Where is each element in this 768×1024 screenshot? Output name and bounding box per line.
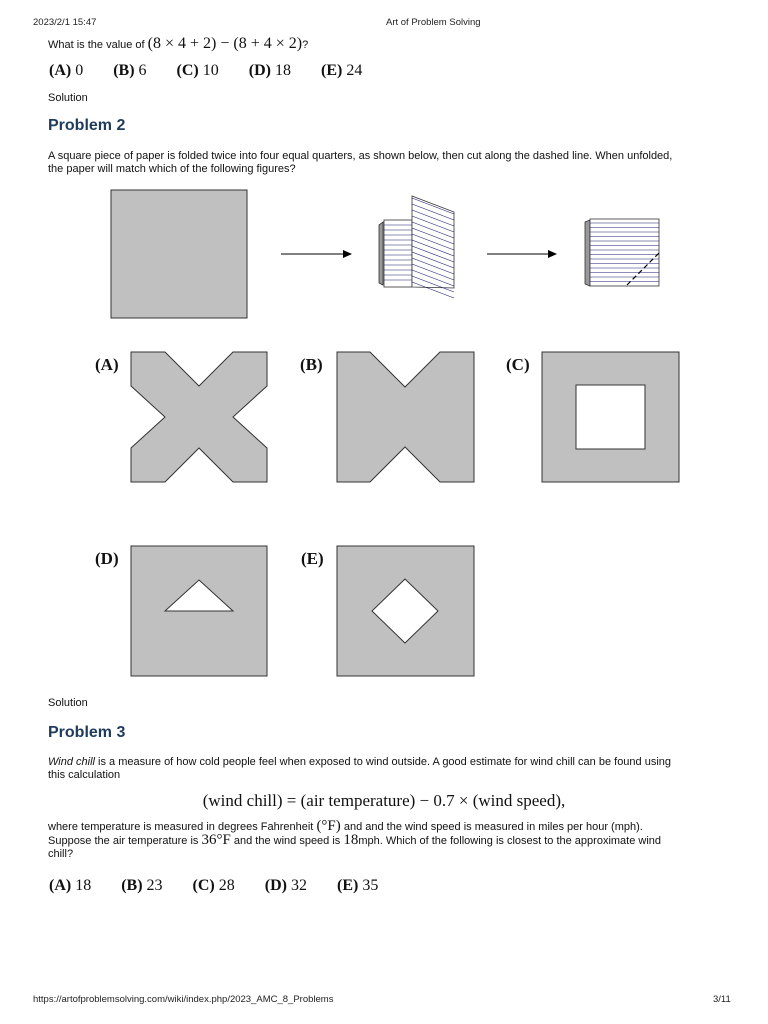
choice-d: (D) 32 xyxy=(264,877,307,894)
print-site-title: Art of Problem Solving xyxy=(386,17,481,28)
problem1-solution-link[interactable]: Solution xyxy=(48,92,88,104)
choice-c: (C) 10 xyxy=(176,62,219,79)
temp-value: 36°F xyxy=(201,832,231,848)
choice-c: (C) 28 xyxy=(192,877,235,894)
arrow-right-icon xyxy=(487,250,557,258)
arrow-right-icon xyxy=(281,250,352,258)
paper-square xyxy=(111,190,247,318)
figure-a-x-shape xyxy=(131,352,267,482)
figure-b-bowtie-shape xyxy=(337,352,474,482)
problem1-expression: (8 × 4 + 2) − (8 + 4 × 2) xyxy=(147,35,303,52)
problem2-heading: Problem 2 xyxy=(48,117,126,134)
choice-b: (B) 6 xyxy=(113,62,147,79)
choice-e: (E) 24 xyxy=(320,62,363,79)
figure-label-c: (C) xyxy=(506,355,530,374)
figure-label-b: (B) xyxy=(300,355,323,374)
choice-d: (D) 18 xyxy=(248,62,291,79)
folded-twice-paper xyxy=(585,219,659,286)
problem1-prompt-start: What is the value of xyxy=(48,39,145,51)
wind-chill-formula: (wind chill) = (air temperature) − 0.7 × (wind speed), xyxy=(202,791,566,810)
problem2-solution-link[interactable]: Solution xyxy=(48,697,88,709)
speed-value: 18 xyxy=(343,832,359,848)
problem3-heading: Problem 3 xyxy=(48,724,126,741)
unit-fahrenheit: (°F) xyxy=(316,818,341,834)
problem3-choices xyxy=(49,877,404,895)
print-page-number: 3/11 xyxy=(713,994,731,1005)
figure-label-d: (D) xyxy=(95,549,119,568)
figure-c-hole xyxy=(576,385,645,449)
figure-label-e: (E) xyxy=(301,549,324,568)
choice-a: (A) 0 xyxy=(49,62,84,79)
choice-e: (E) 35 xyxy=(336,877,379,894)
problem3-question: where temperature is measured in degrees Fahrenheit (°F) and and the wind speed is measured in miles per hour (mph). Suppose the air temperature is 36°F and the wind speed is 18mph. Which of the following is closest to the approximate wind chill? xyxy=(48,818,662,860)
wind-chill-term: Wind chill xyxy=(48,756,95,768)
problem1-prompt-end: ? xyxy=(302,39,309,51)
problem3-intro: Wind chill is a measure of how cold people feel when exposed to wind outside. A good estimate for wind chill can be found using this calculation xyxy=(48,756,672,781)
problem2-text: A square piece of paper is folded twice into four equal quarters, as shown below, then cut along the dashed line. When unfolded, the paper will match which of the following figures? xyxy=(48,150,673,175)
choice-a: (A) 18 xyxy=(49,877,92,894)
print-datetime: 2023/2/1 15:47 xyxy=(33,17,97,28)
print-url[interactable]: https://artofproblemsolving.com/wiki/index.php/2023_AMC_8_Problems xyxy=(33,994,334,1005)
figure-label-a: (A) xyxy=(95,355,119,374)
choice-b: (B) 23 xyxy=(121,877,163,894)
